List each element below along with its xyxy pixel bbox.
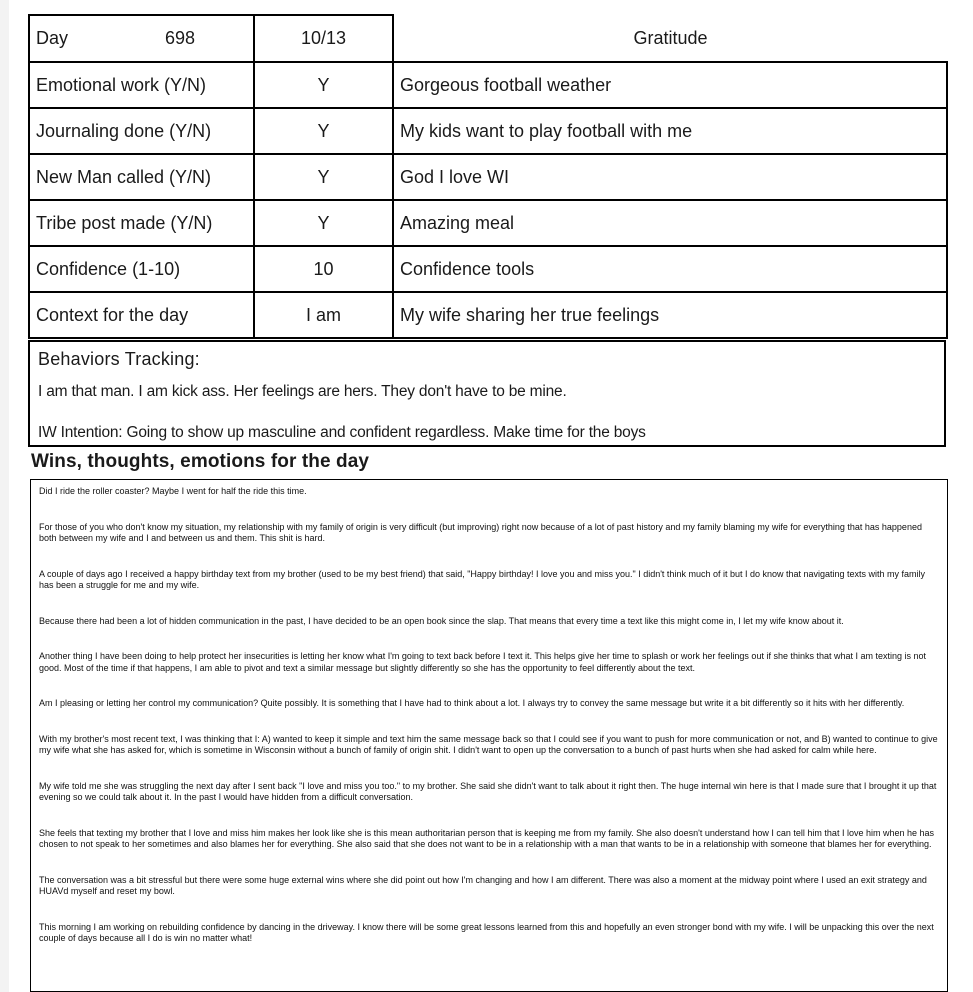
journal-paragraph: My wife told me she was struggling the next day after I sent back "I love and miss you too." to my brother. She said she didn't want to talk about it right then. The huge internal win here is that I made sure that I brought it up that evening so we could talk about it. In the past I would have hidden from a difficult conversation. bbox=[39, 780, 937, 802]
row-gratitude: God I love WI bbox=[393, 154, 947, 200]
table-row bbox=[29, 154, 947, 200]
wins-section-title: Wins, thoughts, emotions for the day bbox=[31, 451, 370, 472]
day-cell bbox=[29, 15, 254, 62]
row-value: Y bbox=[254, 154, 393, 200]
tracker-table bbox=[28, 14, 948, 339]
gratitude-header: Gratitude bbox=[633, 27, 708, 48]
row-value: Y bbox=[254, 62, 393, 108]
journal-paragraph: Because there had been a lot of hidden communication in the past, I have decided to be an open book since the slap. That means that every time a text like this might come in, I let my wife know about it. bbox=[39, 615, 844, 626]
row-label: New Man called (Y/N) bbox=[29, 154, 254, 200]
row-gratitude: My kids want to play football with me bbox=[393, 108, 947, 154]
table-row bbox=[29, 200, 947, 246]
journal-paragraph: This morning I am working on rebuilding confidence by dancing in the driveway. I know there will be some great lessons learned from this and hopefully an even stronger bond with my wife. I will be unpacking this over the next couple of days because all I do is win no matter what! bbox=[39, 921, 934, 943]
journal-paragraph: The conversation was a bit stressful but there were some huge external wins where she did point out how I'm changing and how I am different. There was also a moment at the midway point where I used an exit strategy and HUAVd myself and reset my bowl. bbox=[39, 874, 927, 896]
table-header-row bbox=[29, 15, 947, 62]
behaviors-title: Behaviors Tracking: bbox=[38, 349, 200, 369]
row-value: I am bbox=[254, 292, 393, 338]
row-label: Confidence (1-10) bbox=[29, 246, 254, 292]
row-gratitude: My wife sharing her true feelings bbox=[393, 292, 947, 338]
page-edge-strip bbox=[0, 0, 9, 992]
day-value: 698 bbox=[164, 28, 195, 48]
row-value: 10 bbox=[254, 246, 393, 292]
row-value: Y bbox=[254, 200, 393, 246]
row-gratitude: Amazing meal bbox=[393, 200, 947, 246]
journal-box bbox=[30, 479, 948, 992]
behaviors-intention: IW Intention: Going to show up masculine and confident regardless. Make time for the boys bbox=[38, 424, 646, 441]
journal-paragraph: With my brother's most recent text, I was thinking that I: A) wanted to keep it simple and text him the same message back so that I could see if you want to push for more communication or not, and B) wanted to continue to give my wife what she has asked for, which is sometime in Wisconsin without a bunch of family of origin shit. I didn't want to open up the conversation to a bunch of past hurts when she had asked for calm while here. bbox=[39, 733, 938, 755]
table-row bbox=[29, 292, 947, 338]
row-gratitude: Gorgeous football weather bbox=[393, 62, 947, 108]
row-gratitude: Confidence tools bbox=[393, 246, 947, 292]
journal-paragraph: She feels that texting my brother that I love and miss him makes her look like she is this mean authoritarian person that is keeping me from my family. She also doesn't understand how I can tell him that I love him when he has chosen to not speak to her sometimes and also blames her for everything. She also said that she does not want to be in a relationship with a man that wants to be in a relationship with someone that blames her for everything. bbox=[39, 827, 934, 849]
row-value: Y bbox=[254, 108, 393, 154]
journal-paragraph: For those of you who don't know my situation, my relationship with my family of origin is very difficult (but improving) right now because of a lot of past history and my family blaming my wife for everything that has happened both between my wife and I and between us and them. This shit is hard. bbox=[39, 521, 922, 543]
journal-paragraph: Another thing I have been doing to help protect her insecurities is letting her know what I'm going to text back before I text it. This helps give her time to splash or work her feelings out if she thinks that what I am texting is not good. Most of the time if that happens, I am able to pivot and text a similar message but slightly differently so she has the opportunity to feel differently about the text. bbox=[39, 651, 927, 673]
behaviors-box bbox=[28, 340, 946, 447]
journal-paragraph: Did I ride the roller coaster? Maybe I went for half the ride this time. bbox=[39, 486, 307, 496]
behaviors-affirmation: I am that man. I am kick ass. Her feelings are hers. They don't have to be mine. bbox=[38, 383, 567, 400]
journal-paragraph: A couple of days ago I received a happy birthday text from my brother (used to be my best friend) that said, "Happy birthday! I love you and miss you." I didn't think much of it but I do know that navigating texts with my family has been a struggle for me and my wife. bbox=[39, 568, 926, 590]
row-label: Tribe post made (Y/N) bbox=[29, 200, 254, 246]
row-label: Emotional work (Y/N) bbox=[29, 62, 254, 108]
table-row bbox=[29, 62, 947, 108]
journal-paragraph: Am I pleasing or letting her control my communication? Quite possibly. It is something that I have had to think about a lot. I always try to convey the same message but write it a bit differently so it hits with her differently. bbox=[39, 698, 905, 708]
table-row bbox=[29, 246, 947, 292]
row-label: Context for the day bbox=[29, 292, 254, 338]
day-label: Day bbox=[36, 28, 69, 48]
date-cell: 10/13 bbox=[254, 15, 393, 62]
table-row bbox=[29, 108, 947, 154]
row-label: Journaling done (Y/N) bbox=[29, 108, 254, 154]
